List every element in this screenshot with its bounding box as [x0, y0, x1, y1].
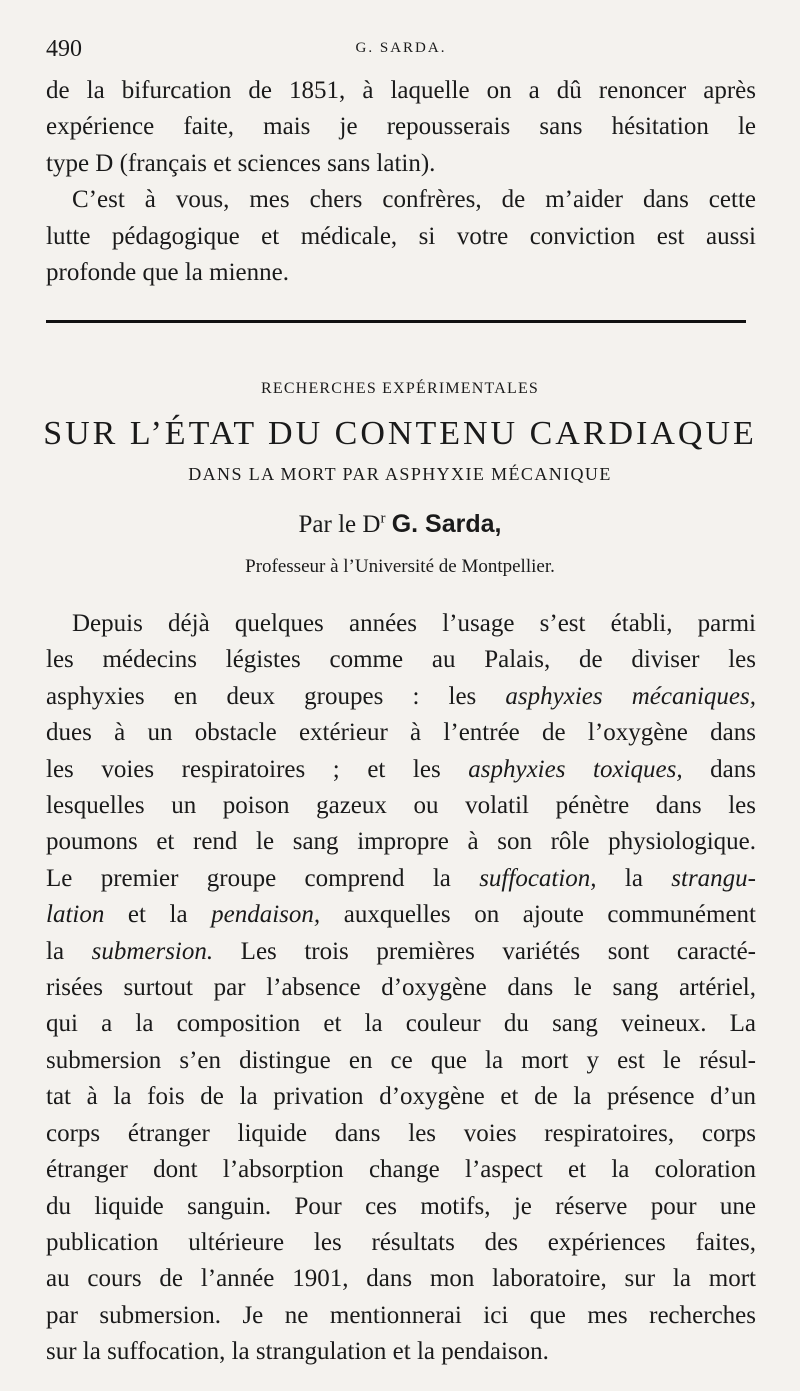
article-kicker: RECHERCHES EXPÉRIMENTALES	[260, 380, 540, 397]
text-line: risées surtout par l’absence d’oxygène dans le sang artériel,	[46, 974, 756, 1002]
text-line: poumons et rend le sang impropre à son rôle physiologique.	[46, 828, 756, 856]
text-line: publication ultérieure les résultats des expériences faites,	[46, 1228, 756, 1256]
intro-paragraph	[46, 73, 756, 291]
text-line: tat à la fois de la privation d’oxygène et de la présence d’un	[46, 1083, 756, 1111]
text-run: auxquelles on ajoute communément	[320, 901, 756, 929]
italic-term: asphyxies mécaniques,	[505, 682, 756, 710]
text-line: par submersion. Je ne mentionnerai ici que mes recherches	[46, 1301, 756, 1329]
text-run: la	[596, 864, 672, 892]
text-line: submersion s’en distingue en ce que la mort y est le résul-	[46, 1046, 756, 1074]
text-line: dues à un obstacle extérieur à l’entrée de l’oxygène dans	[46, 719, 756, 747]
text-line: Depuis déjà quelques années l’usage s’est établi, parmi	[72, 610, 756, 637]
text-run: dans	[682, 755, 756, 783]
text-line: expérience faite, mais je repousserais sans hésitation le	[46, 113, 756, 141]
text-line: lutte pédagogique et médicale, si votre conviction est aussi	[46, 222, 756, 250]
article-title: SUR L’ÉTAT DU CONTENU CARDIAQUE	[43, 415, 757, 452]
text-line: profonde que la mienne.	[46, 259, 289, 287]
text-line: au cours de l’année 1901, dans mon laboratoire, sur la mort	[46, 1265, 756, 1293]
page-number: 490	[46, 36, 82, 62]
author-affiliation: Professeur à l’Université de Montpellier.	[245, 556, 555, 577]
text-line: lesquelles un poison gazeux ou volatil pénètre dans les	[46, 792, 756, 820]
italic-term: submersion.	[91, 937, 214, 965]
text-line	[46, 679, 756, 715]
text-run: les voies respiratoires ; et les	[46, 755, 469, 783]
text-line: étranger dont l’absorption change l’aspect et la coloration	[46, 1156, 756, 1184]
text-line: corps étranger liquide dans les voies respiratoires, corps	[46, 1119, 756, 1147]
italic-term: asphyxies toxiques,	[468, 755, 683, 783]
text-line: qui a la composition et la couleur du sang veineux. La	[46, 1010, 756, 1038]
italic-term: strangu-	[671, 864, 756, 892]
article-byline	[0, 510, 800, 539]
text-line	[46, 934, 756, 970]
text-line: du liquide sanguin. Pour ces motifs, je réserve pour une	[46, 1192, 756, 1220]
text-run: la	[46, 937, 92, 965]
byline-author: G. Sarda,	[391, 510, 502, 538]
text-line	[46, 897, 756, 933]
italic-term: lation	[46, 901, 105, 929]
byline-sup: r	[380, 510, 386, 527]
italic-term: pendaison,	[211, 901, 321, 929]
text-line: de la bifurcation de 1851, à laquelle on a dû renoncer après	[46, 77, 756, 104]
text-run: Les trois premières variétés sont caracté-	[213, 937, 756, 965]
text-line: type D (français et sciences sans latin).	[46, 149, 436, 177]
text-line: C’est à vous, mes chers confrères, de m’aider dans cette	[72, 186, 756, 214]
running-head	[46, 30, 756, 64]
running-title: G. SARDA.	[355, 40, 447, 56]
body-paragraph	[46, 606, 756, 1371]
article-subtitle: DANS LA MORT PAR ASPHYXIE MÉCANIQUE	[188, 464, 612, 484]
text-run: et la	[104, 901, 212, 929]
text-line	[46, 752, 756, 788]
byline-prefix: Par le D	[298, 511, 381, 538]
section-rule	[46, 320, 746, 323]
text-run: Le premier groupe comprend la	[46, 864, 480, 892]
text-line	[46, 861, 756, 897]
text-run: asphyxies en deux groupes : les	[46, 682, 506, 710]
text-line: les médecins légistes comme au Palais, de diviser les	[46, 646, 756, 674]
italic-term: suffocation,	[479, 864, 597, 892]
text-line: sur la suffocation, la strangulation et la pendaison.	[46, 1338, 549, 1366]
